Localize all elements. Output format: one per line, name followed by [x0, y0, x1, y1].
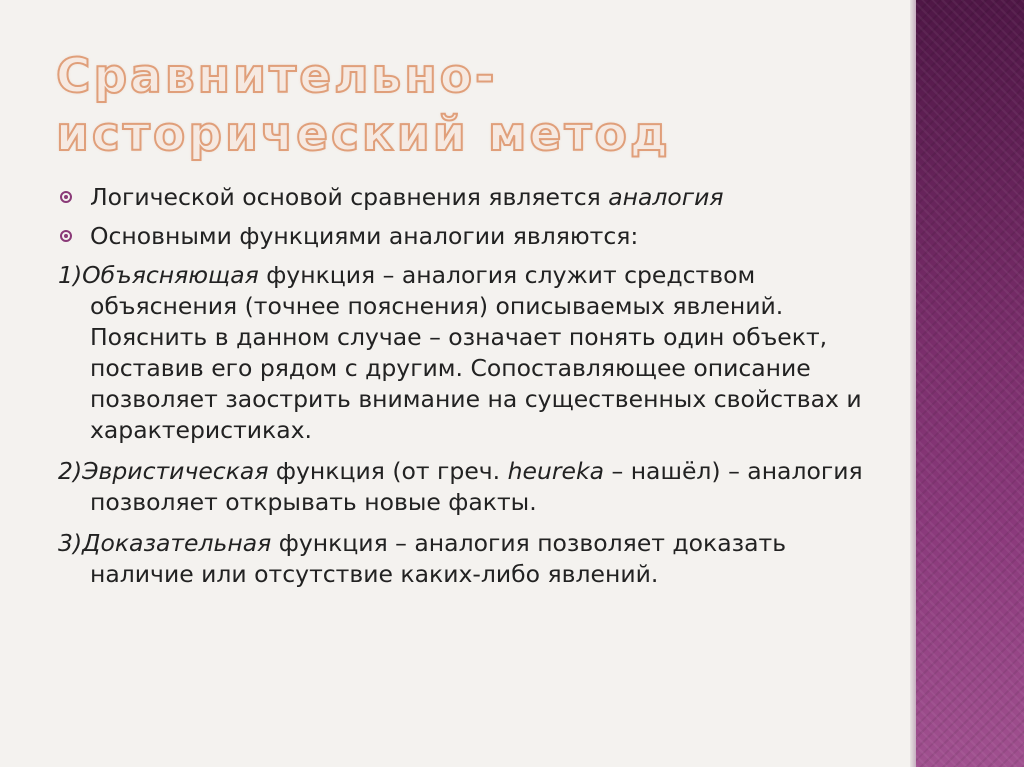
bullet-text: Основными функциями аналогии являются:: [90, 222, 639, 250]
numbered-item-explanatory: [58, 260, 888, 446]
numbered-item-demonstrative: [58, 528, 888, 590]
item-number: 1): [58, 261, 83, 289]
item-name: Эвристическая: [82, 457, 269, 485]
item-text: функция – аналогия позволяет доказать наличие или отсутствие каких-либо явлений.: [90, 529, 787, 588]
bullet-item: [58, 182, 888, 213]
item-text: функция (от греч.: [268, 457, 508, 485]
item-text-after: – нашёл) – аналогия позволяет открывать новые факты.: [90, 457, 863, 516]
bullet-text: Логической основой сравнения является: [90, 183, 609, 211]
slide-title: Сравнительно-исторический метод: [56, 49, 671, 162]
decorative-side-band: [916, 0, 1024, 767]
circle-bullet-icon: [60, 230, 72, 242]
bullet-item: [58, 221, 888, 252]
bullet-emphasis: аналогия: [608, 183, 724, 211]
item-text: функция – аналогия служит средством объяснения (точнее пояснения) описываемых явлений. Пояснить в данном случае – означает понять один объект, поставив его рядом с другим. Сопоставляющее описание позволяет заострить внимание на существенных свойствах и характеристиках.: [90, 261, 862, 444]
item-number: 3): [58, 529, 83, 557]
circle-bullet-icon: [60, 191, 72, 203]
item-number: 2): [58, 457, 83, 485]
numbered-item-heuristic: [58, 456, 888, 518]
slide-body: [58, 182, 888, 600]
item-name: Объясняющая: [82, 261, 259, 289]
item-name: Доказательная: [82, 529, 272, 557]
item-term: heureka: [507, 457, 604, 485]
